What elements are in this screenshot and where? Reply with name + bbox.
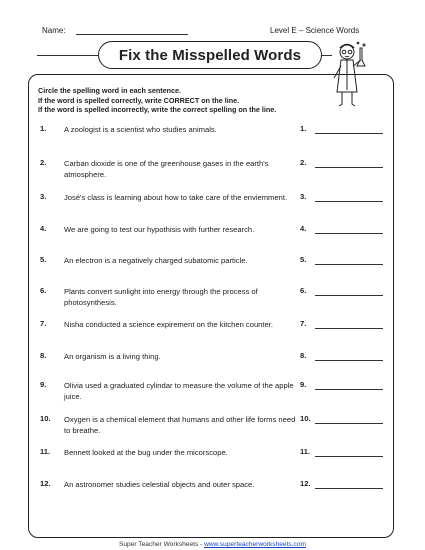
answer-line[interactable] (315, 328, 383, 329)
question-number: 9. (40, 380, 47, 389)
instruction-line: If the word is spelled incorrectly, write the correct spelling on the line. (38, 105, 277, 114)
answer-line[interactable] (315, 488, 383, 489)
answer-number: 8. (300, 351, 307, 360)
question-number: 10. (40, 414, 51, 423)
question-text: Plants convert sunlight into energy through the process of photosynthesis. (64, 287, 258, 307)
question-text: Nisha conducted a science expirement on the kitchen counter. (64, 320, 273, 329)
answer-number: 3. (300, 192, 307, 201)
level-label: Level E – Science Words (270, 26, 360, 35)
question-number: 11. (40, 447, 51, 456)
answer-number: 9. (300, 380, 307, 389)
answer-line[interactable] (315, 201, 383, 202)
answer-line[interactable] (315, 360, 383, 361)
question-text: José's class is learning about how to take care of the enviemment. (64, 193, 288, 202)
answer-number: 4. (300, 224, 307, 233)
answer-line[interactable] (315, 133, 383, 134)
question-text: A zoologist is a scientist who studies animals. (64, 125, 217, 134)
question-number: 12. (40, 479, 51, 488)
answer-line[interactable] (315, 233, 383, 234)
answer-line[interactable] (315, 389, 383, 390)
question-text: An electron is a negatively charged subatomic particle. (64, 256, 248, 265)
page-title: Fix the Misspelled Words (118, 46, 302, 64)
question-number: 3. (40, 192, 47, 201)
question-number: 5. (40, 255, 47, 264)
footer (0, 541, 425, 548)
question-text: An organism is a living thing. (64, 352, 161, 361)
title-rule-left (37, 55, 98, 56)
answer-number: 2. (300, 158, 307, 167)
question-number: 6. (40, 286, 47, 295)
answer-number: 10. (300, 414, 311, 423)
question-number: 1. (40, 124, 47, 133)
question-text: Bennett looked at the bug under the micorscope. (64, 448, 228, 457)
question-number: 4. (40, 224, 47, 233)
question-number: 7. (40, 319, 47, 328)
instructions (38, 86, 276, 115)
name-label: Name: (42, 26, 66, 35)
answer-number: 12. (300, 479, 311, 488)
answer-number: 11. (300, 447, 311, 456)
question-text: Olivia used a graduated cylindar to measure the volume of the apple juice. (64, 381, 294, 401)
question-text: Carban dioxide is one of the greenhouse gases in the earth's atmosphere. (64, 159, 269, 179)
answer-number: 1. (300, 124, 307, 133)
footer-text: Super Teacher Worksheets - (118, 541, 205, 548)
footer-link[interactable]: www.superteacherworksheets.com (204, 541, 307, 548)
answer-line[interactable] (315, 423, 383, 424)
question-text: We are going to test our hypothisis with further research. (64, 225, 255, 234)
question-text: Oxygen is a chemical element that humans and other life forms need to breathe. (64, 415, 296, 435)
question-text: An astronomer studies celestial objects and outer space. (64, 480, 255, 489)
answer-number: 7. (300, 319, 307, 328)
answer-number: 5. (300, 255, 307, 264)
answer-number: 6. (300, 286, 307, 295)
instruction-line: Circle the spelling word in each sentence. (38, 86, 181, 95)
answer-line[interactable] (315, 456, 383, 457)
question-number: 2. (40, 158, 47, 167)
answer-line[interactable] (315, 295, 383, 296)
answer-line[interactable] (315, 264, 383, 265)
question-number: 8. (40, 351, 47, 360)
name-line (76, 34, 188, 35)
title-banner (98, 41, 322, 69)
answer-line[interactable] (315, 167, 383, 168)
instruction-line: If the word is spelled correctly, write CORRECT on the line. (38, 95, 240, 105)
